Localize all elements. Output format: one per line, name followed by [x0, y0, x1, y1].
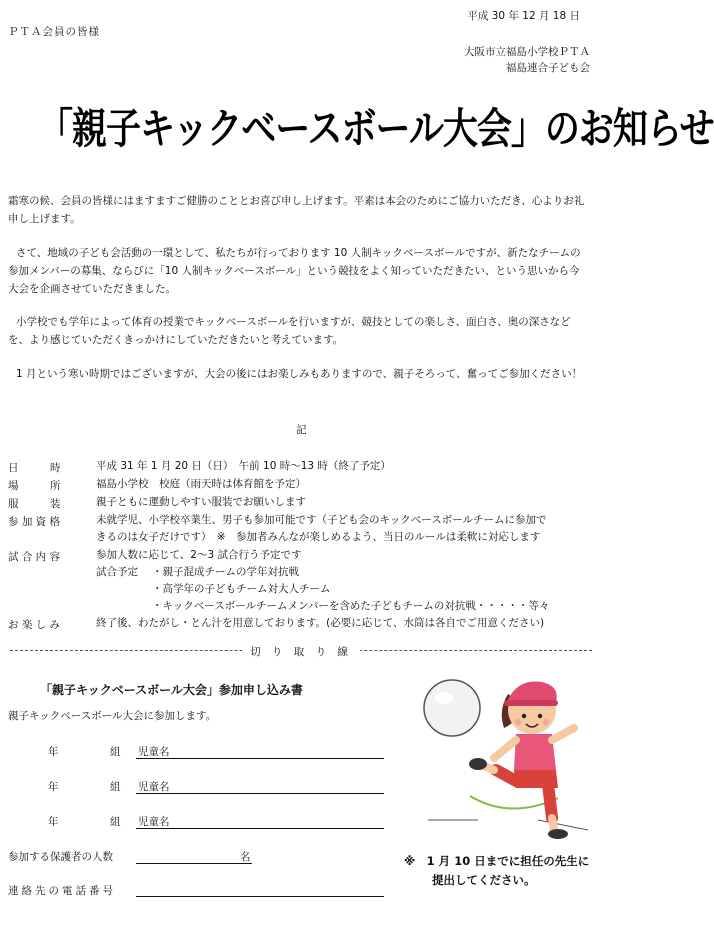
left-arm: [494, 740, 516, 758]
date-value: 平成 31 年 1 月 20 日（日） 午前 10 時〜13 時（終了予定）: [96, 460, 391, 472]
motion-line: [538, 820, 588, 830]
cheek: [515, 719, 521, 725]
standing-shin: [552, 818, 554, 830]
child-name-label: 児童名: [138, 816, 170, 828]
child-name-label: 児童名: [138, 746, 170, 758]
standing-shoe: [548, 829, 568, 839]
fun-label: お 楽 し み: [8, 619, 61, 631]
cap-brim: [504, 700, 558, 706]
year-label: 年: [48, 746, 59, 758]
sender-school: 大阪市立福島小学校ＰＴＡ: [464, 46, 590, 58]
clothing-value: 親子ともに運動しやすい服装でお願いします: [96, 496, 306, 508]
ball-highlight: [435, 692, 453, 704]
ki-heading: 記: [296, 424, 307, 436]
match-content-value: 参加人数に応じて、2〜3 試合行う予定です: [96, 549, 302, 561]
page-title: 「親子キックベースボール大会」のお知らせ: [38, 105, 714, 154]
girl-kicking-ball-illustration: [418, 670, 596, 840]
class-label: 組: [110, 816, 121, 828]
right-eye: [538, 714, 542, 718]
schedule-item: ・キックベースボールチームメンバーを含めた子どもチームの対抗戦・・・・・等々: [152, 600, 550, 612]
child-name-field[interactable]: [136, 828, 384, 829]
guardians-count-field[interactable]: [136, 863, 252, 864]
clothing-label: 服 装: [8, 498, 61, 510]
school-paragraph: 小学校でも学年によって体育の授業でキックベースボールを行いますが、競技としての楽しさ、面白さ、奥の深さなどを、より感じていただくきっかけにしていただきたいと考えています。: [8, 316, 571, 346]
deadline-note: ※ 1 月 10 日までに担任の先生に: [404, 854, 590, 868]
eligibility-value: 未就学児、小学校卒業生、男子も参加可能です（子ども会のキックベースボールチームに参加で: [96, 514, 547, 526]
eligibility-label: 参 加 資 格: [8, 516, 61, 528]
kicking-shoe: [469, 758, 487, 770]
form-intro: 親子キックベースボール大会に参加します。: [8, 710, 217, 722]
invitation-paragraph: 1 月という寒い時期ではございますが、大会の後にはお楽しみもありますので、親子そろって、奮ってご参加ください！: [16, 368, 583, 380]
child-name-field[interactable]: [136, 758, 384, 759]
year-label: 年: [48, 781, 59, 793]
cut-line: [10, 644, 592, 656]
schedule-item: ・親子混成チームの学年対抗戦: [152, 566, 299, 578]
greeting-paragraph: 霜寒の候、会員の皆様にはますますご健勝のこととお喜び申し上げます。平素は本会のためにご協力いただき、心よりお礼申し上げます。: [8, 195, 585, 225]
purpose-paragraph: さて、地域の子ども会活動の一環として、私たちが行っております 10 人制キックベースボールですが、新たなチームの参加メンバーの募集、ならびに「10 人制キックベースボール」という競技をよく知っていただきたい、という思いから今大会を企画させていただきました。: [8, 247, 581, 295]
guardians-unit: 名: [240, 851, 251, 863]
schedule-item: ・高学年の子どもチーム対大人チーム: [152, 583, 331, 595]
right-arm: [552, 728, 574, 740]
match-content-label: 試 合 内 容: [8, 551, 61, 563]
year-label: 年: [48, 816, 59, 828]
cheek: [543, 719, 549, 725]
form-title: 「親子キックベースボール大会」参加申し込み書: [40, 683, 303, 697]
date-text: 平成 30 年 12 月 18 日: [467, 10, 580, 22]
eligibility-value-cont: きるのは女子だけです） ※ 参加者みんなが楽しめるよう、当日のルールは柔軟に対応します: [96, 531, 541, 543]
fun-value: 終了後、わたがし・とん汁を用意しております。(必要に応じて、水筒は各自でご用意ください): [96, 617, 545, 629]
recipient-text: ＰＴＡ会員の皆様: [8, 26, 100, 38]
ball: [424, 680, 480, 736]
phone-label: 連絡先の電話番号: [8, 885, 116, 897]
place-value: 福島小学校 校庭（雨天時は体育館を予定）: [96, 478, 306, 490]
standing-leg: [548, 784, 552, 818]
left-eye: [522, 714, 526, 718]
child-name-label: 児童名: [138, 781, 170, 793]
sender-children-association: 福島連合子ども会: [506, 62, 590, 74]
class-label: 組: [110, 781, 121, 793]
date-label: 日 時: [8, 462, 61, 474]
deadline-note-cont: 提出してください。: [432, 873, 536, 887]
class-label: 組: [110, 746, 121, 758]
child-name-field[interactable]: [136, 793, 384, 794]
schedule-label: 試合予定: [96, 566, 138, 578]
phone-field[interactable]: [136, 896, 384, 897]
cut-line-label: 切 り 取 り 線: [242, 644, 360, 659]
guardians-label: 参加する保護者の人数: [8, 851, 113, 863]
place-label: 場 所: [8, 480, 61, 492]
